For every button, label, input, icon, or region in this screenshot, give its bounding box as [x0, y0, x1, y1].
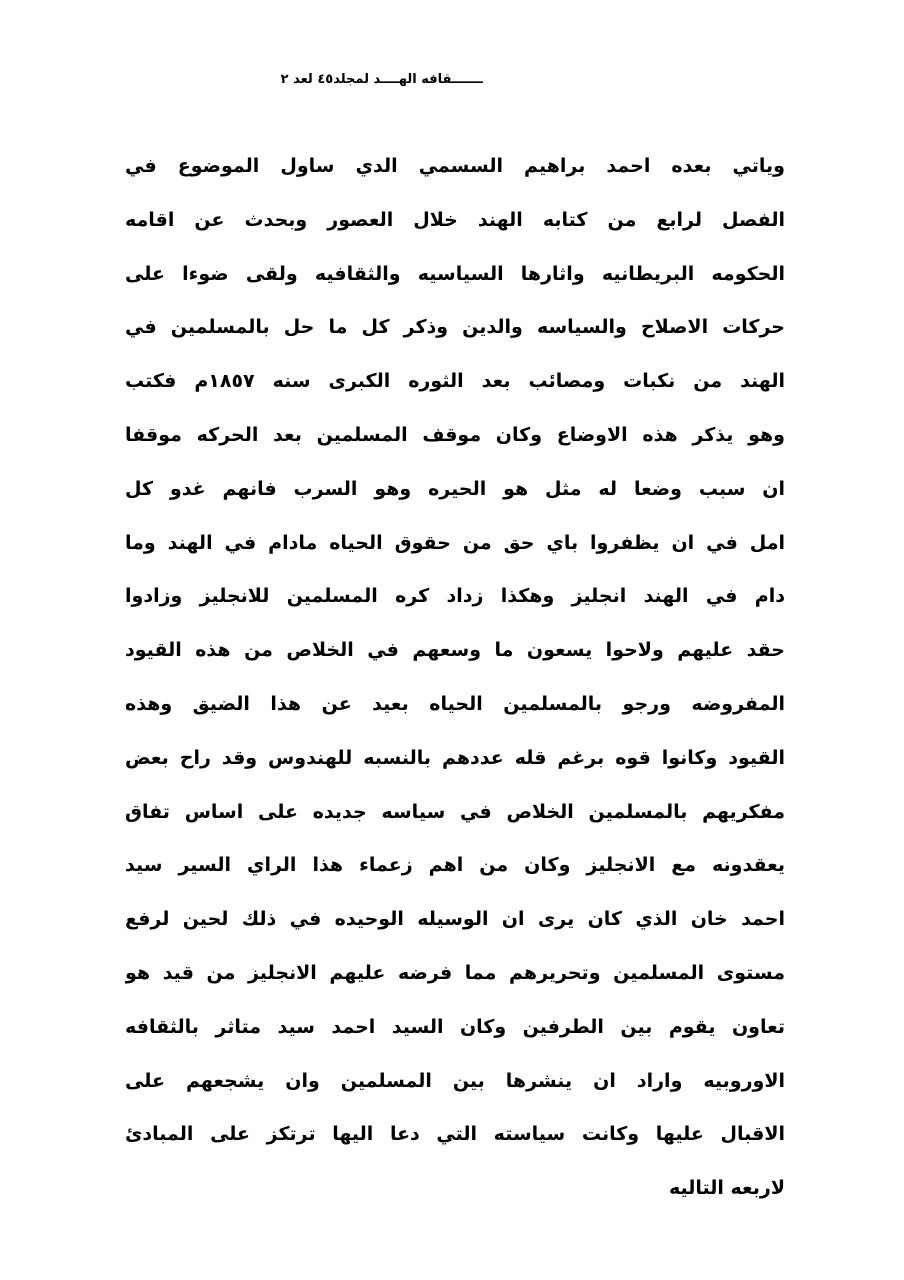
text-line: تعاون يقوم بين الطرفين وكان السيد احمد سيد متاثر بالثقافه	[125, 1015, 785, 1038]
text-line: لاربعه التاليه	[668, 1177, 785, 1200]
text-line: الاقبال عليها وكانت سياسته التي دعا اليها ترتكز على المبادئ	[125, 1123, 785, 1146]
text-line: حقد عليهم ولاحوا يسعون ما وسعهم في الخلاص من هذه القيود	[125, 639, 785, 662]
text-line: وياتي بعده احمد براهيم السسمي الدي ساول الموضوع في	[125, 155, 785, 177]
text-line: مفكريهم بالمسلمين الخلاص في سياسه جديده على اساس تفاق	[125, 800, 785, 823]
text-line: احمد خان الذي كان يرى ان الوسيله الوحيده في ذلك لحين لرفع	[125, 908, 785, 931]
text-line: الفصل لرابع من كتابه الهند خلال العصور وبحدث عن اقامه	[125, 208, 785, 231]
text-line: الحكومه البريطانيه واثارها السياسيه والثقافيه ولقى ضوءا على	[125, 262, 785, 285]
text-line: المفروضه ورجو بالمسلمين الحياه بعيد عن هذا الضيق وهذه	[125, 692, 785, 715]
text-line: ان سبب وضعا له مثل هو الحيره وهو السرب فانهم غدو كل	[125, 477, 785, 500]
body-text	[125, 140, 785, 1216]
text-line: امل في ان يظفروا باي حق من حقوق الحياه مادام في الهند وما	[125, 531, 785, 554]
text-line: مستوى المسلمين وتحريرهم مما فرضه عليهم الانجليز من قيد هو	[125, 961, 785, 984]
text-line: وهو يذكر هذه الاوضاع وكان موقف المسلمين بعد الحركه موقفا	[125, 423, 785, 446]
text-line: حركات الاصلاح والسياسه والدين وذكر كل ما حل بالمسلمين في	[125, 316, 785, 339]
text-line: الهند من نكبات ومصائب بعد الثوره الكبرى سنه ١٨٥٧م فكتب	[125, 370, 785, 393]
running-header: ـــــــقافه الهــــد لمجلد٤٥ لعد ٢	[280, 72, 483, 87]
text-line: القيود وكانوا قوه برغم قله عددهم بالنسبه للهندوس وقد راح بعض	[125, 746, 785, 769]
text-line: الاوروبيه واراد ان ينشرها بين المسلمين وان يشجعهم على	[125, 1069, 785, 1092]
text-line: دام في الهند انجليز وهكذا زداد كره المسلمين للانجليز وزادوا	[125, 585, 785, 608]
text-line: يعقدونه مع الانجليز وكان من اهم زعماء هذا الراي السير سيد	[125, 854, 785, 877]
